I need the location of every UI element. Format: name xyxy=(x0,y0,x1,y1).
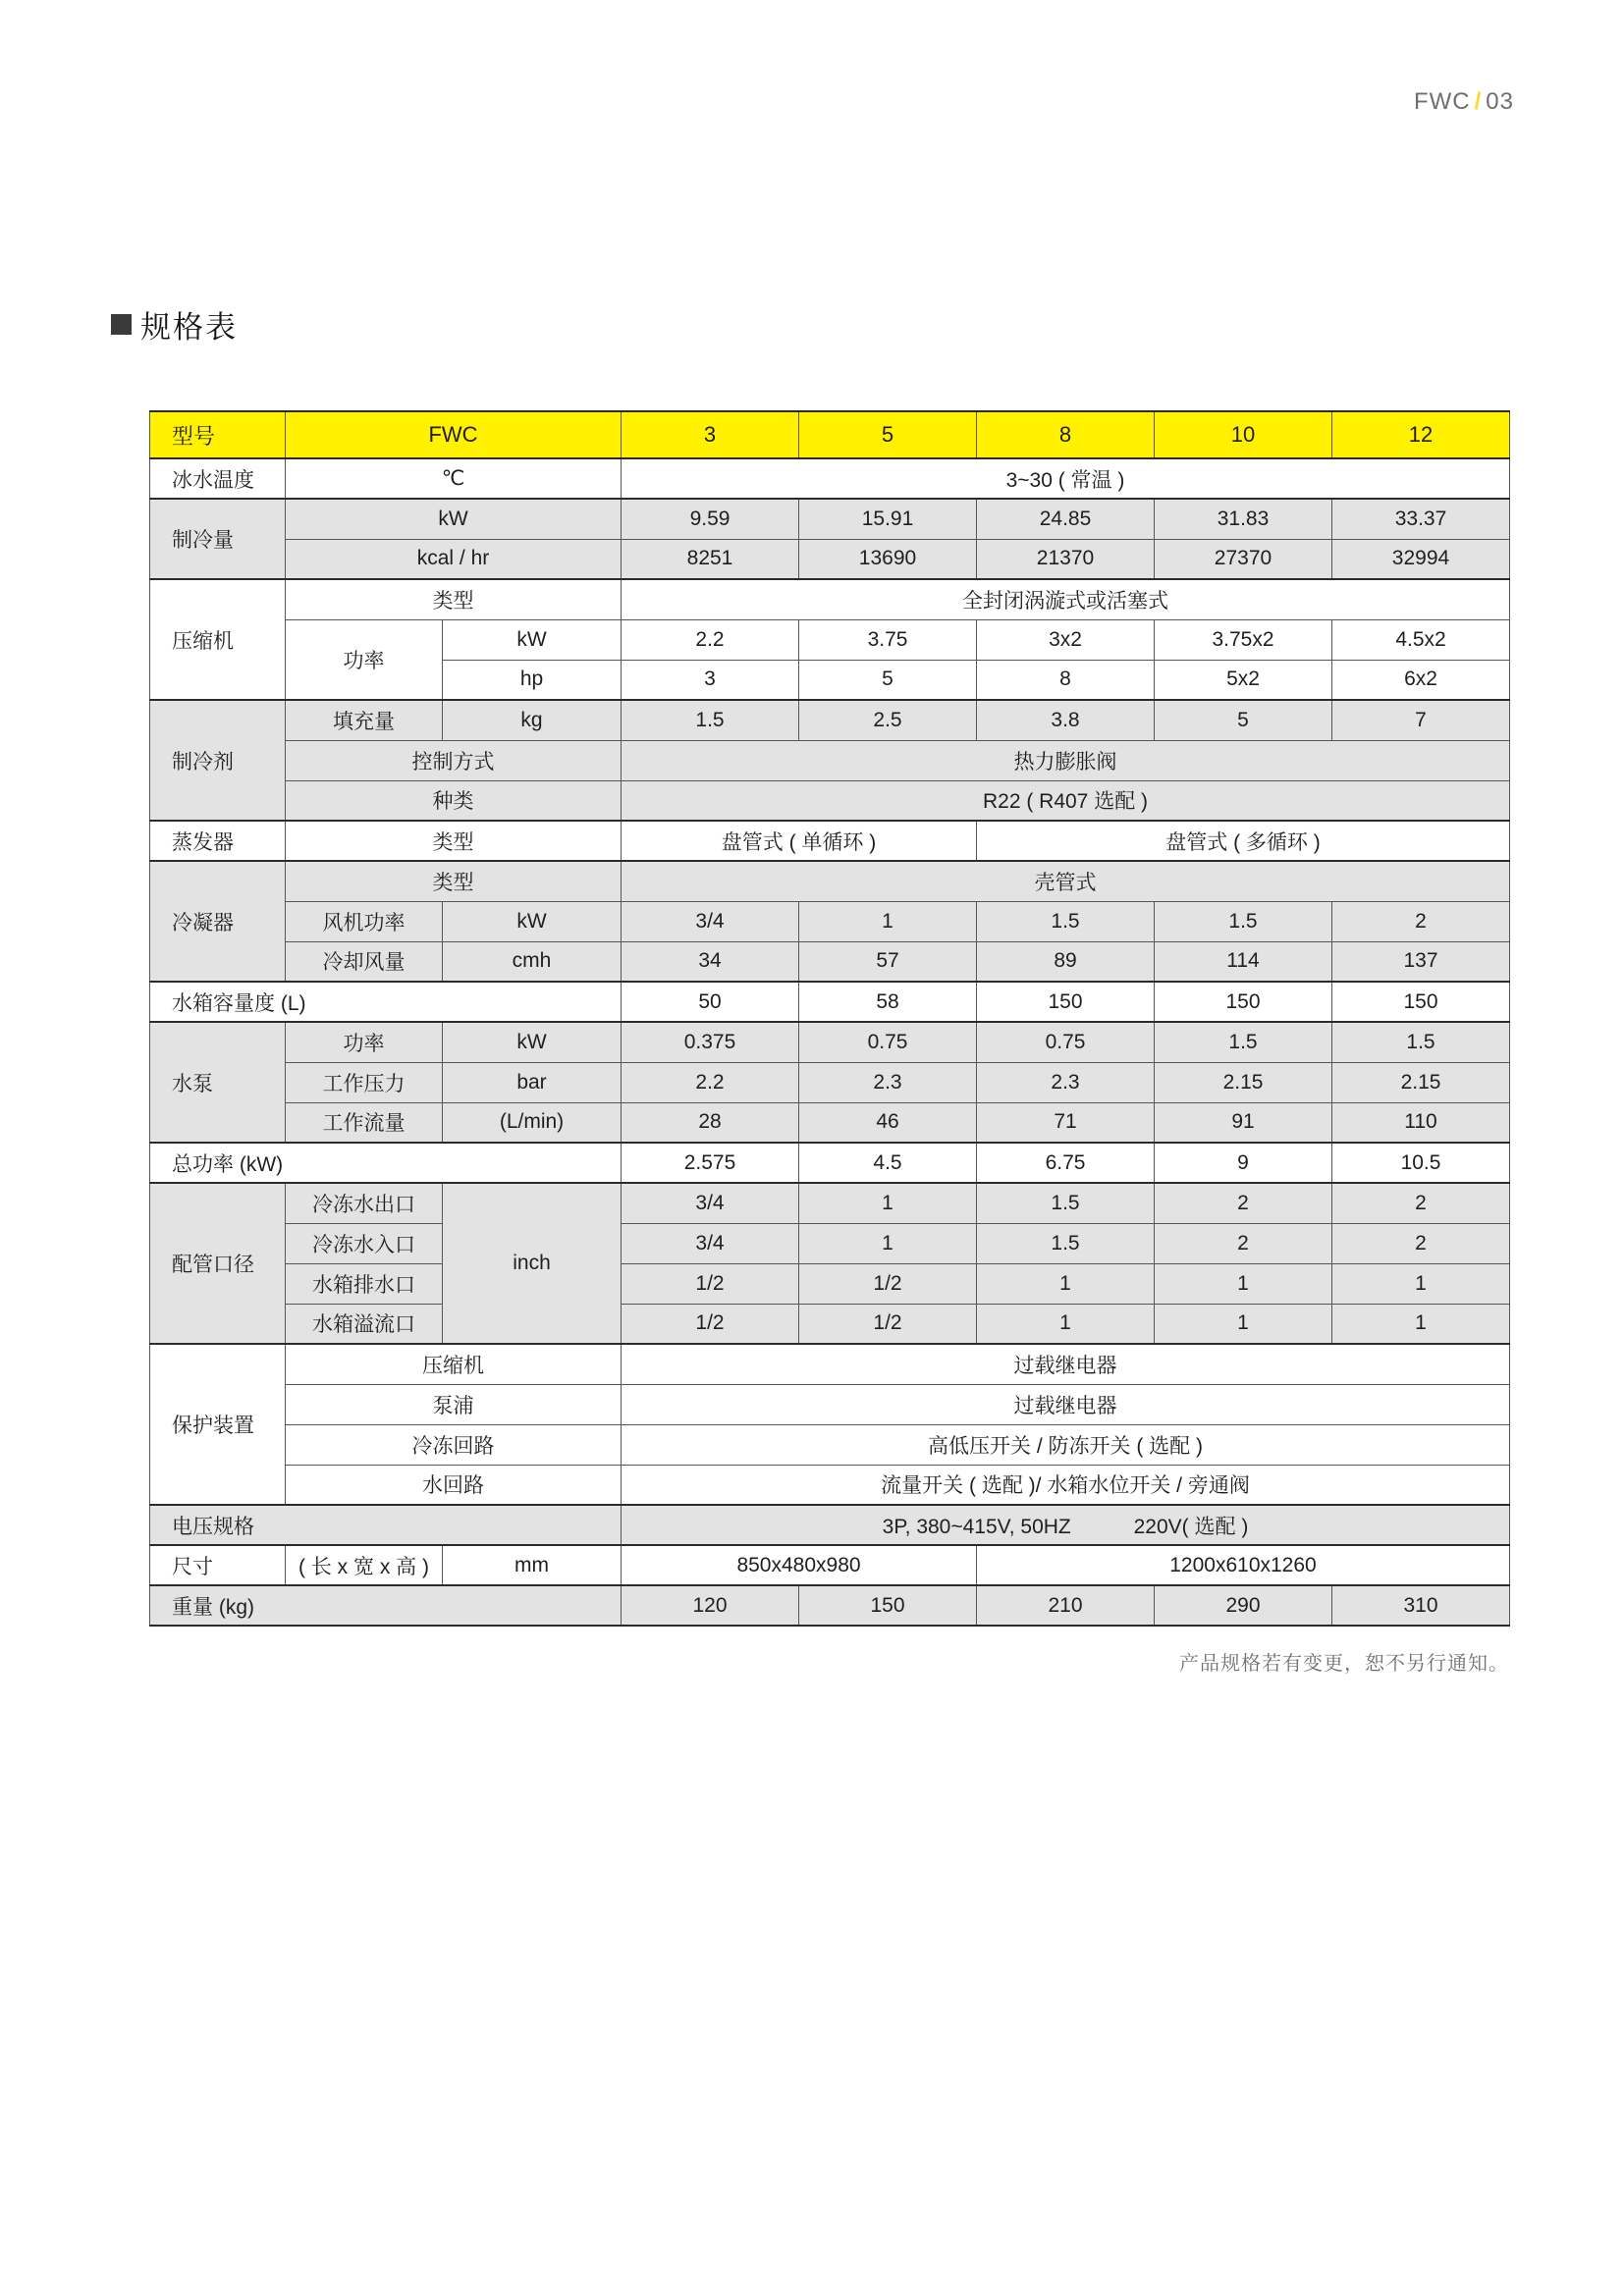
value-cell: 5 xyxy=(799,660,977,700)
value-cell: 2.2 xyxy=(622,1062,799,1102)
value-cell: 27370 xyxy=(1155,539,1332,579)
title-square-icon xyxy=(111,314,132,335)
table-row xyxy=(150,1062,1510,1102)
value-cell: 0.75 xyxy=(977,1022,1155,1062)
value-cell: 31.83 xyxy=(1155,499,1332,539)
header-model: 12 xyxy=(1332,411,1510,458)
table-row xyxy=(150,1183,1510,1223)
value-cell: 150 xyxy=(1332,982,1510,1022)
value-cell: 3/4 xyxy=(622,1183,799,1223)
unit-cell: bar xyxy=(443,1062,622,1102)
row-label: 制冷量 xyxy=(150,499,286,579)
header-model-label: 型号 xyxy=(150,411,286,458)
row-label: 冷凝器 xyxy=(150,861,286,982)
unit-cell: cmh xyxy=(443,941,622,982)
table-row xyxy=(150,1424,1510,1465)
value-cell: 1 xyxy=(799,1223,977,1263)
voltage-alt: 220V( 选配 ) xyxy=(1133,1515,1249,1538)
row-label: 水泵 xyxy=(150,1022,286,1143)
sub-label: 泵浦 xyxy=(286,1384,622,1424)
sub-label: 水箱溢流口 xyxy=(286,1304,443,1344)
value-cell: 310 xyxy=(1332,1585,1510,1626)
value-cell: 3.75 xyxy=(799,619,977,660)
unit-cell: inch xyxy=(443,1183,622,1344)
value-cell: 0.375 xyxy=(622,1022,799,1062)
table-row xyxy=(150,1505,1510,1545)
value-cell: 1 xyxy=(799,1183,977,1223)
table-row xyxy=(150,1465,1510,1505)
table-row xyxy=(150,1223,1510,1263)
value-cell: 1.5 xyxy=(977,1183,1155,1223)
unit-cell: kW xyxy=(443,901,622,941)
row-label: 压缩机 xyxy=(150,579,286,700)
value-cell: 5 xyxy=(1155,700,1332,740)
value-cell: 2 xyxy=(1155,1223,1332,1263)
value-cell: 1.5 xyxy=(1155,1022,1332,1062)
value-cell: 1 xyxy=(1332,1263,1510,1304)
value-cell: 150 xyxy=(1155,982,1332,1022)
table-row xyxy=(150,821,1510,861)
sub-label: 风机功率 xyxy=(286,901,443,941)
value-cell: 1.5 xyxy=(1332,1022,1510,1062)
header-model: 5 xyxy=(799,411,977,458)
header-model: 10 xyxy=(1155,411,1332,458)
value-cell: 盘管式 ( 单循环 ) xyxy=(622,821,977,861)
value-cell: 2 xyxy=(1155,1183,1332,1223)
row-label: 总功率 (kW) xyxy=(150,1143,622,1183)
value-cell: 89 xyxy=(977,941,1155,982)
value-cell: 0.75 xyxy=(799,1022,977,1062)
unit-cell: kW xyxy=(286,499,622,539)
sub-label: 水箱排水口 xyxy=(286,1263,443,1304)
value-cell: 2 xyxy=(1332,901,1510,941)
value-cell: 3/4 xyxy=(622,901,799,941)
value-cell: 850x480x980 xyxy=(622,1545,977,1585)
voltage-main: 3P, 380~415V, 50HZ xyxy=(882,1515,1071,1538)
table-row xyxy=(150,1585,1510,1626)
page-ref-number: 03 xyxy=(1486,88,1514,115)
value-cell: 1 xyxy=(1155,1263,1332,1304)
value-cell: 114 xyxy=(1155,941,1332,982)
value-cell: 3 xyxy=(622,660,799,700)
value-cell: 1 xyxy=(799,901,977,941)
table-row xyxy=(150,780,1510,821)
table-row xyxy=(150,1344,1510,1384)
value-cell: 13690 xyxy=(799,539,977,579)
table-row xyxy=(150,1304,1510,1344)
value-cell: 1 xyxy=(1332,1304,1510,1344)
page-ref-slash: / xyxy=(1474,88,1483,115)
value-cell: 2 xyxy=(1332,1223,1510,1263)
row-label: 冰水温度 xyxy=(150,458,286,499)
unit-cell: kW xyxy=(443,619,622,660)
value-cell: 2.3 xyxy=(977,1062,1155,1102)
sub-label: 冷却风量 xyxy=(286,941,443,982)
sub-label: 工作压力 xyxy=(286,1062,443,1102)
value-cell: 120 xyxy=(622,1585,799,1626)
value-cell: 2.575 xyxy=(622,1143,799,1183)
value-cell: 1/2 xyxy=(799,1263,977,1304)
header-model: 8 xyxy=(977,411,1155,458)
value-cell: 6.75 xyxy=(977,1143,1155,1183)
value-cell: 2.3 xyxy=(799,1062,977,1102)
value-cell: 50 xyxy=(622,982,799,1022)
table-row xyxy=(150,619,1510,660)
value-cell: R22 ( R407 选配 ) xyxy=(622,780,1510,821)
sub-label: 功率 xyxy=(286,1022,443,1062)
value-cell: 57 xyxy=(799,941,977,982)
value-cell: 150 xyxy=(977,982,1155,1022)
row-label: 尺寸 xyxy=(150,1545,286,1585)
unit-cell: (L/min) xyxy=(443,1102,622,1143)
sub-label: 功率 xyxy=(286,619,443,700)
table-row xyxy=(150,901,1510,941)
value-cell: 2.2 xyxy=(622,619,799,660)
sub-label: 类型 xyxy=(286,861,622,901)
value-cell: 110 xyxy=(1332,1102,1510,1143)
table-row xyxy=(150,458,1510,499)
value-cell xyxy=(622,1505,1510,1545)
header-family: FWC xyxy=(286,411,622,458)
value-cell: 4.5x2 xyxy=(1332,619,1510,660)
value-cell: 8251 xyxy=(622,539,799,579)
sub-label: 控制方式 xyxy=(286,740,622,780)
table-row xyxy=(150,411,1510,458)
value-cell: 1/2 xyxy=(799,1304,977,1344)
row-label: 重量 (kg) xyxy=(150,1585,622,1626)
value-cell: 210 xyxy=(977,1585,1155,1626)
footnote: 产品规格若有变更，恕不另行通知。 xyxy=(1179,1653,1509,1675)
unit-cell: ℃ xyxy=(286,458,622,499)
value-cell: 91 xyxy=(1155,1102,1332,1143)
table-row xyxy=(150,1545,1510,1585)
value-cell: 3x2 xyxy=(977,619,1155,660)
value-cell: 过载继电器 xyxy=(622,1344,1510,1384)
value-cell: 10.5 xyxy=(1332,1143,1510,1183)
value-cell: 3.8 xyxy=(977,700,1155,740)
value-cell: 7 xyxy=(1332,700,1510,740)
sub-label: 冷冻回路 xyxy=(286,1424,622,1465)
value-cell: 1 xyxy=(1155,1304,1332,1344)
value-cell: 4.5 xyxy=(799,1143,977,1183)
row-label: 蒸发器 xyxy=(150,821,286,861)
value-cell: 1.5 xyxy=(977,1223,1155,1263)
value-cell: 2.5 xyxy=(799,700,977,740)
value-cell: 盘管式 ( 多循环 ) xyxy=(977,821,1510,861)
table-row xyxy=(150,1143,1510,1183)
sub-label: 类型 xyxy=(286,821,622,861)
value-cell: 24.85 xyxy=(977,499,1155,539)
sub-label: 填充量 xyxy=(286,700,443,740)
value-cell: 过载继电器 xyxy=(622,1384,1510,1424)
value-cell: 15.91 xyxy=(799,499,977,539)
sub-label: 类型 xyxy=(286,579,622,619)
table-row xyxy=(150,982,1510,1022)
value-cell: 9.59 xyxy=(622,499,799,539)
table-row xyxy=(150,1263,1510,1304)
value-cell: 3.75x2 xyxy=(1155,619,1332,660)
sub-label: 冷冻水出口 xyxy=(286,1183,443,1223)
value-cell: 71 xyxy=(977,1102,1155,1143)
value-cell: 3/4 xyxy=(622,1223,799,1263)
section-title-text: 规格表 xyxy=(140,310,238,345)
value-cell: 46 xyxy=(799,1102,977,1143)
unit-cell: mm xyxy=(443,1545,622,1585)
row-label: 配管口径 xyxy=(150,1183,286,1344)
table-row xyxy=(150,740,1510,780)
table-row xyxy=(150,1384,1510,1424)
value-cell: 1.5 xyxy=(622,700,799,740)
table-row xyxy=(150,700,1510,740)
value-cell: 9 xyxy=(1155,1143,1332,1183)
value-cell: 2 xyxy=(1332,1183,1510,1223)
value-cell: 8 xyxy=(977,660,1155,700)
table-row xyxy=(150,1022,1510,1062)
table-row xyxy=(150,1102,1510,1143)
value-cell: 5x2 xyxy=(1155,660,1332,700)
row-label: 水箱容量度 (L) xyxy=(150,982,622,1022)
header-model: 3 xyxy=(622,411,799,458)
sub-label: 压缩机 xyxy=(286,1344,622,1384)
value-cell: 34 xyxy=(622,941,799,982)
value-cell: 1.5 xyxy=(1155,901,1332,941)
value-cell: 高低压开关 / 防冻开关 ( 选配 ) xyxy=(622,1424,1510,1465)
sub-label: ( 长 x 宽 x 高 ) xyxy=(286,1545,443,1585)
value-cell: 137 xyxy=(1332,941,1510,982)
row-label: 制冷剂 xyxy=(150,700,286,821)
value-cell: 1/2 xyxy=(622,1304,799,1344)
table-row xyxy=(150,579,1510,619)
value-cell: 150 xyxy=(799,1585,977,1626)
table-row xyxy=(150,499,1510,539)
table-row xyxy=(150,941,1510,982)
value-cell: 1/2 xyxy=(622,1263,799,1304)
page-ref-product: FWC xyxy=(1413,88,1471,115)
value-cell: 1 xyxy=(977,1263,1155,1304)
value-cell: 1200x610x1260 xyxy=(977,1545,1510,1585)
value-cell: 1 xyxy=(977,1304,1155,1344)
value-cell: 58 xyxy=(799,982,977,1022)
sub-label: 冷冻水入口 xyxy=(286,1223,443,1263)
value-cell: 2.15 xyxy=(1332,1062,1510,1102)
sub-label: 种类 xyxy=(286,780,622,821)
sub-label: 水回路 xyxy=(286,1465,622,1505)
value-cell: 21370 xyxy=(977,539,1155,579)
table-row xyxy=(150,861,1510,901)
value-cell: 2.15 xyxy=(1155,1062,1332,1102)
value-cell: 3~30 ( 常温 ) xyxy=(622,458,1510,499)
value-cell: 全封闭涡漩式或活塞式 xyxy=(622,579,1510,619)
value-cell: 33.37 xyxy=(1332,499,1510,539)
unit-cell: kcal / hr xyxy=(286,539,622,579)
page-reference xyxy=(1414,88,1514,116)
value-cell: 流量开关 ( 选配 )/ 水箱水位开关 / 旁通阀 xyxy=(622,1465,1510,1505)
value-cell: 28 xyxy=(622,1102,799,1143)
table-row xyxy=(150,539,1510,579)
sub-label: 工作流量 xyxy=(286,1102,443,1143)
value-cell: 1.5 xyxy=(977,901,1155,941)
unit-cell: kg xyxy=(443,700,622,740)
value-cell: 290 xyxy=(1155,1585,1332,1626)
row-label: 电压规格 xyxy=(150,1505,622,1545)
row-label: 保护装置 xyxy=(150,1344,286,1505)
section-title xyxy=(111,302,238,347)
value-cell: 6x2 xyxy=(1332,660,1510,700)
spec-table xyxy=(149,410,1510,1627)
value-cell: 壳管式 xyxy=(622,861,1510,901)
value-cell: 32994 xyxy=(1332,539,1510,579)
value-cell: 热力膨胀阀 xyxy=(622,740,1510,780)
unit-cell: kW xyxy=(443,1022,622,1062)
unit-cell: hp xyxy=(443,660,622,700)
